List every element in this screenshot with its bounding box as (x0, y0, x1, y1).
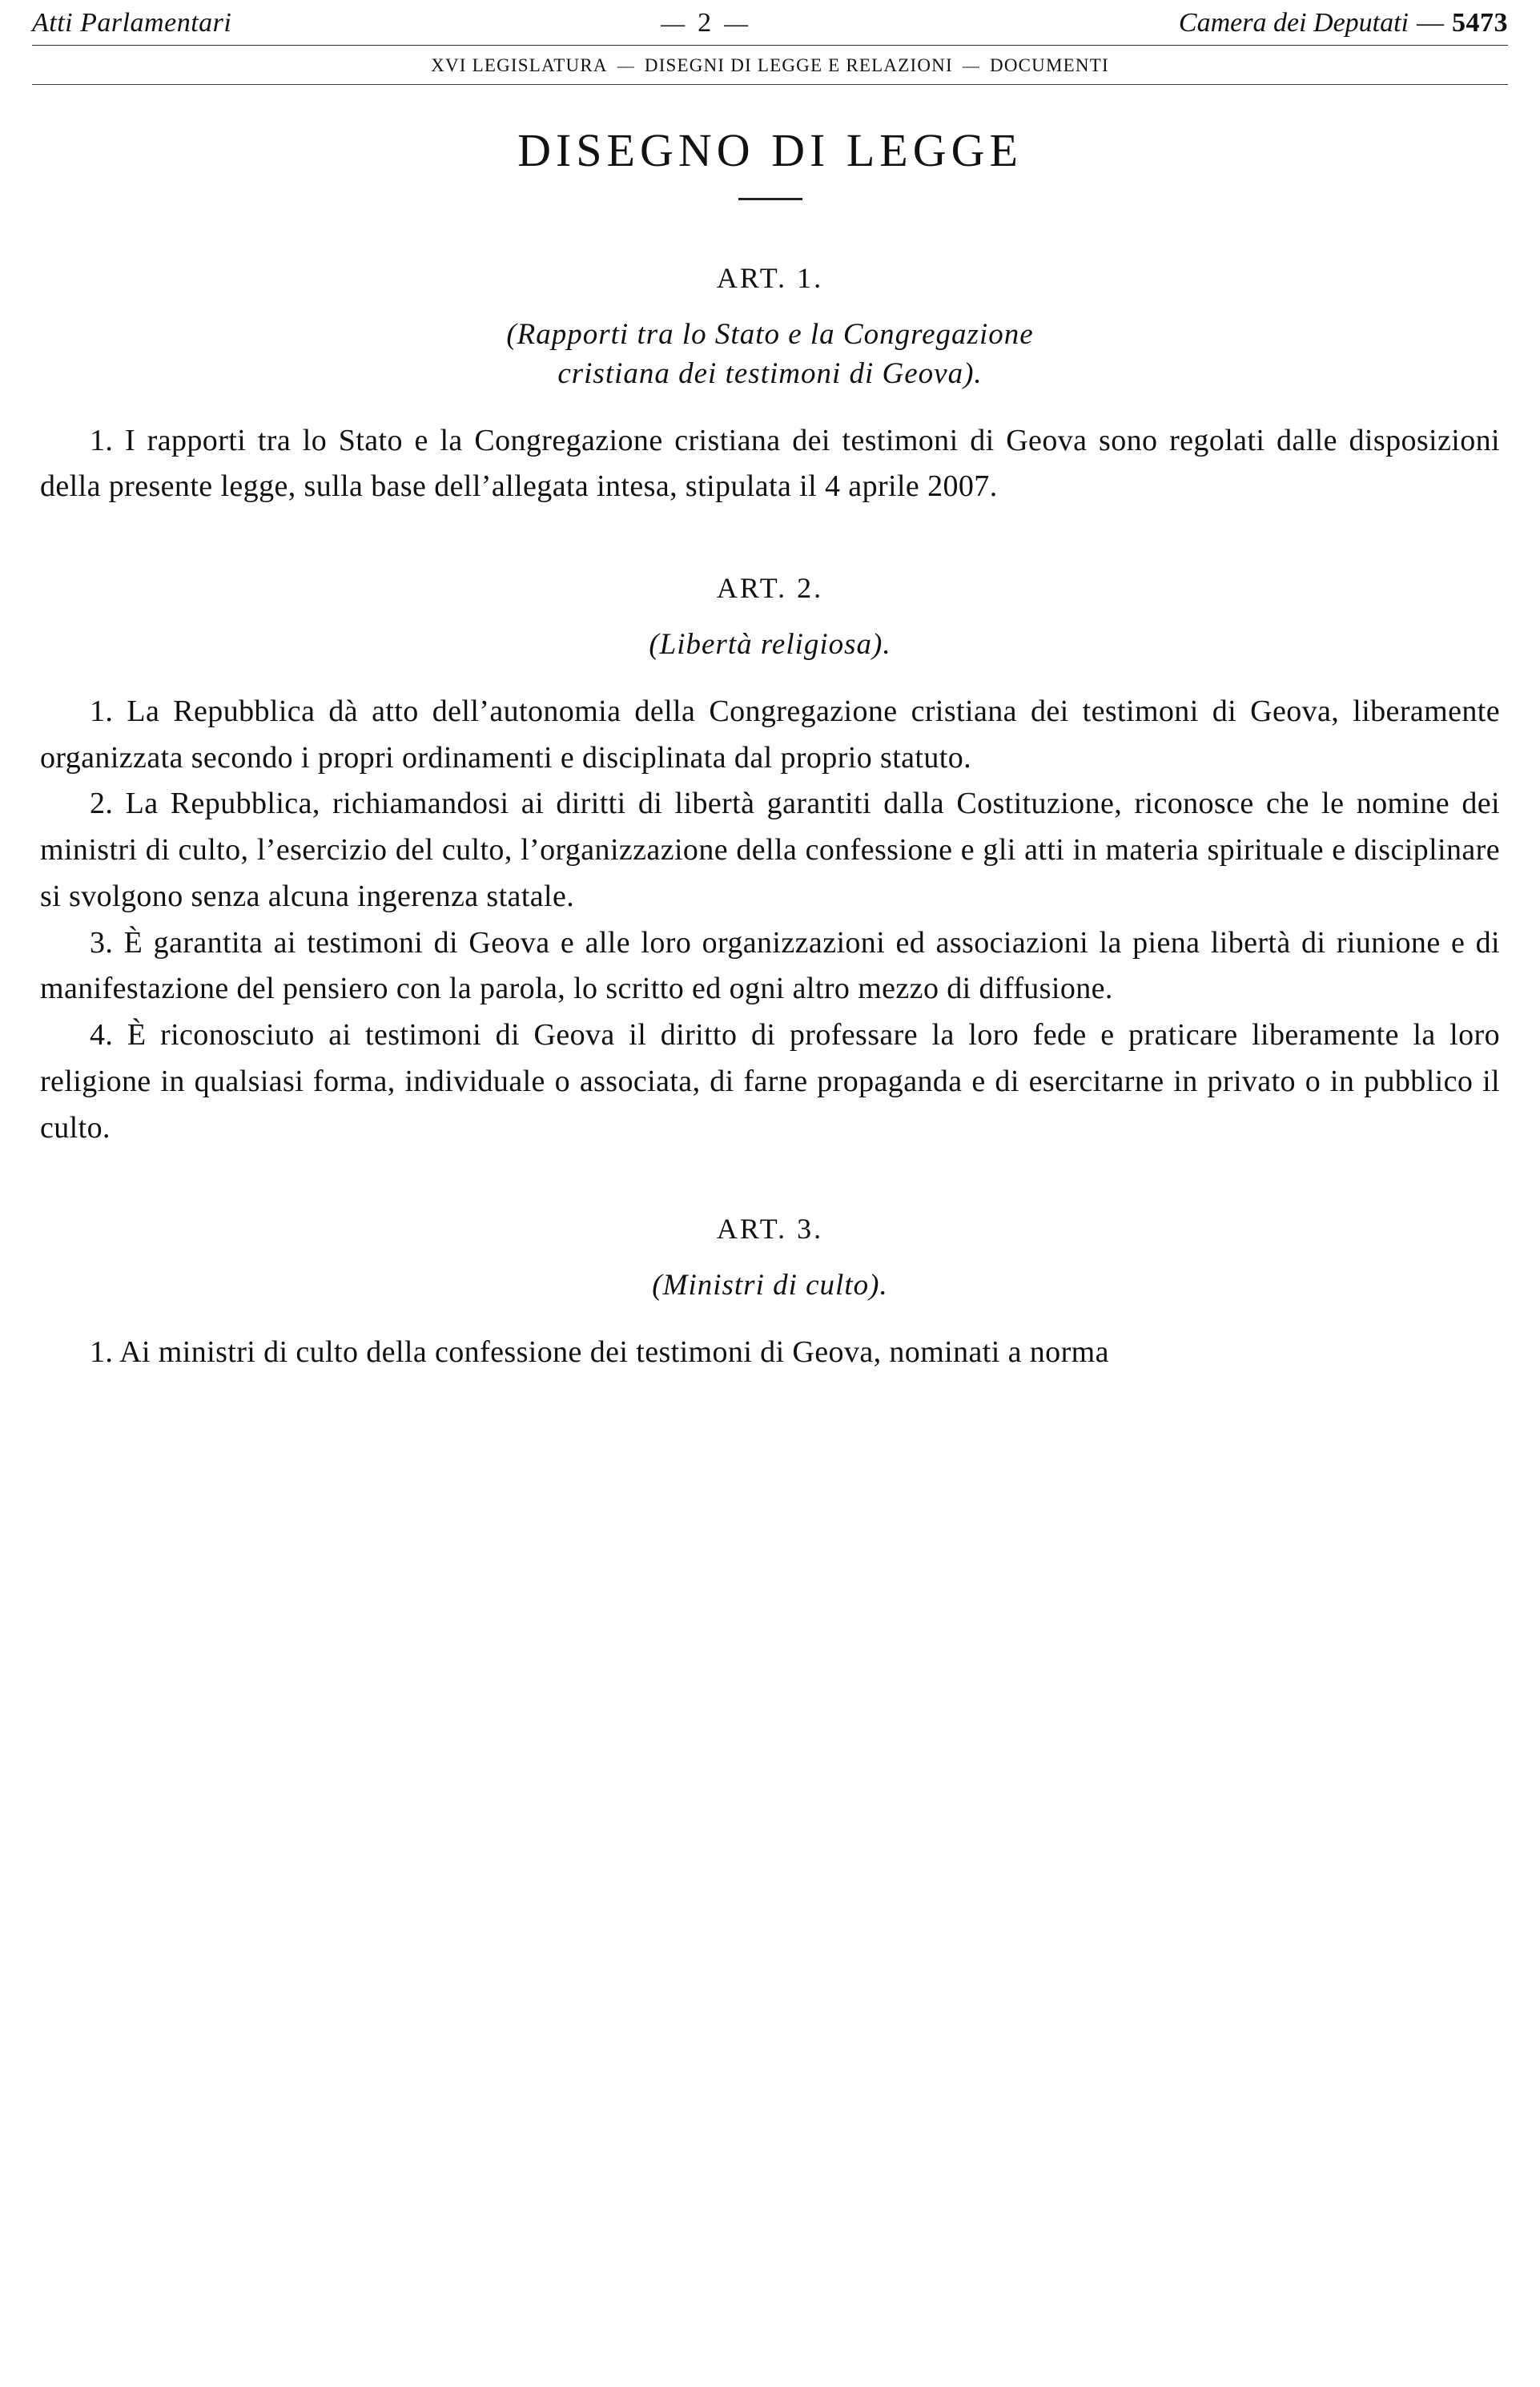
article-2-paragraph-3: 3. È garantita ai testimoni di Geova e alle loro organizzazioni ed associazioni la piena libertà di riunione e di manifestazione del pensiero con la parola, lo scritto ed ogni altro mezzo di diffusione. (40, 925, 1500, 1006)
running-head-left: Atti Parlamentari (32, 8, 232, 38)
legislature-dash-2: — (962, 56, 981, 75)
article-2-paragraph-4: 4. È riconosciuto ai testimoni di Geova il diritto di professare la loro fede e praticare liberamente la loro religione in qualsiasi forma, individuale o associata, di farne propaganda e di esercitarne in privato o in pubblico il culto. (40, 1018, 1500, 1145)
chamber-name: Camera dei Deputati (1178, 8, 1409, 38)
article-2-body (32, 689, 1508, 1152)
dash-right: — (724, 10, 750, 37)
article-2-paragraph-2: 2. La Repubblica, richiamandosi ai diritti di libertà garantiti dalla Costituzione, riconosce che le nomine dei ministri di culto, l’esercizio del culto, l’organizzazione della confessione e gli atti in materia spirituale e disciplinare si svolgono senza alcuna ingerenza statale. (40, 787, 1500, 913)
article-3-body (32, 1330, 1508, 1376)
legislature-label: XVI LEGISLATURA (431, 55, 608, 75)
title-divider (738, 198, 802, 200)
article-3-paragraph-1: 1. Ai ministri di culto della confessione dei testimoni di Geova, nominati a norma (90, 1335, 1109, 1370)
article-2-label: ART. 2. (716, 572, 824, 605)
document-number: 5473 (1452, 8, 1508, 38)
dash-left: — (661, 10, 687, 37)
legislature-end: DOCUMENTI (990, 55, 1109, 75)
article-1-label: ART. 1. (716, 262, 824, 294)
article-2-subtitle: (Libertà religiosa). (649, 628, 891, 662)
article-1-subtitle-line-1: (Rapporti tra lo Stato e la Congregazione (506, 318, 1034, 351)
running-head-right (1179, 8, 1508, 38)
article-3-subtitle: (Ministri di culto). (652, 1269, 888, 1302)
running-head (32, 0, 1508, 45)
article-1-subtitle-line-2: cristiana dei testimoni di Geova). (557, 356, 983, 390)
legislature-middle: DISEGNI DI LEGGE E RELAZIONI (644, 55, 953, 75)
page-title: DISEGNO DI LEGGE (517, 124, 1023, 176)
article-2-paragraph-1: 1. La Repubblica dà atto dell’autonomia della Congregazione cristiana dei testimoni di Geova, liberamente organizzata secondo i propri ordinamenti e disciplinata dal proprio statuto. (40, 694, 1500, 775)
article-1-subtitle (32, 316, 1508, 394)
article-1-body (32, 418, 1508, 511)
article-1-paragraph-1: 1. I rapporti tra lo Stato e la Congregazione cristiana dei testimoni di Geova sono regolati dalle disposizioni della presente legge, sulla base dell’allegata intesa, stipulata il 4 aprile 2007. (40, 423, 1500, 504)
dash-right-title: — (1417, 8, 1444, 38)
legislature-line (32, 46, 1508, 84)
page-number-center: 2 (698, 8, 714, 38)
running-head-center (649, 8, 761, 38)
article-3-label: ART. 3. (716, 1213, 824, 1246)
legislature-dash-1: — (617, 56, 635, 75)
header-rule-bottom (32, 84, 1508, 85)
